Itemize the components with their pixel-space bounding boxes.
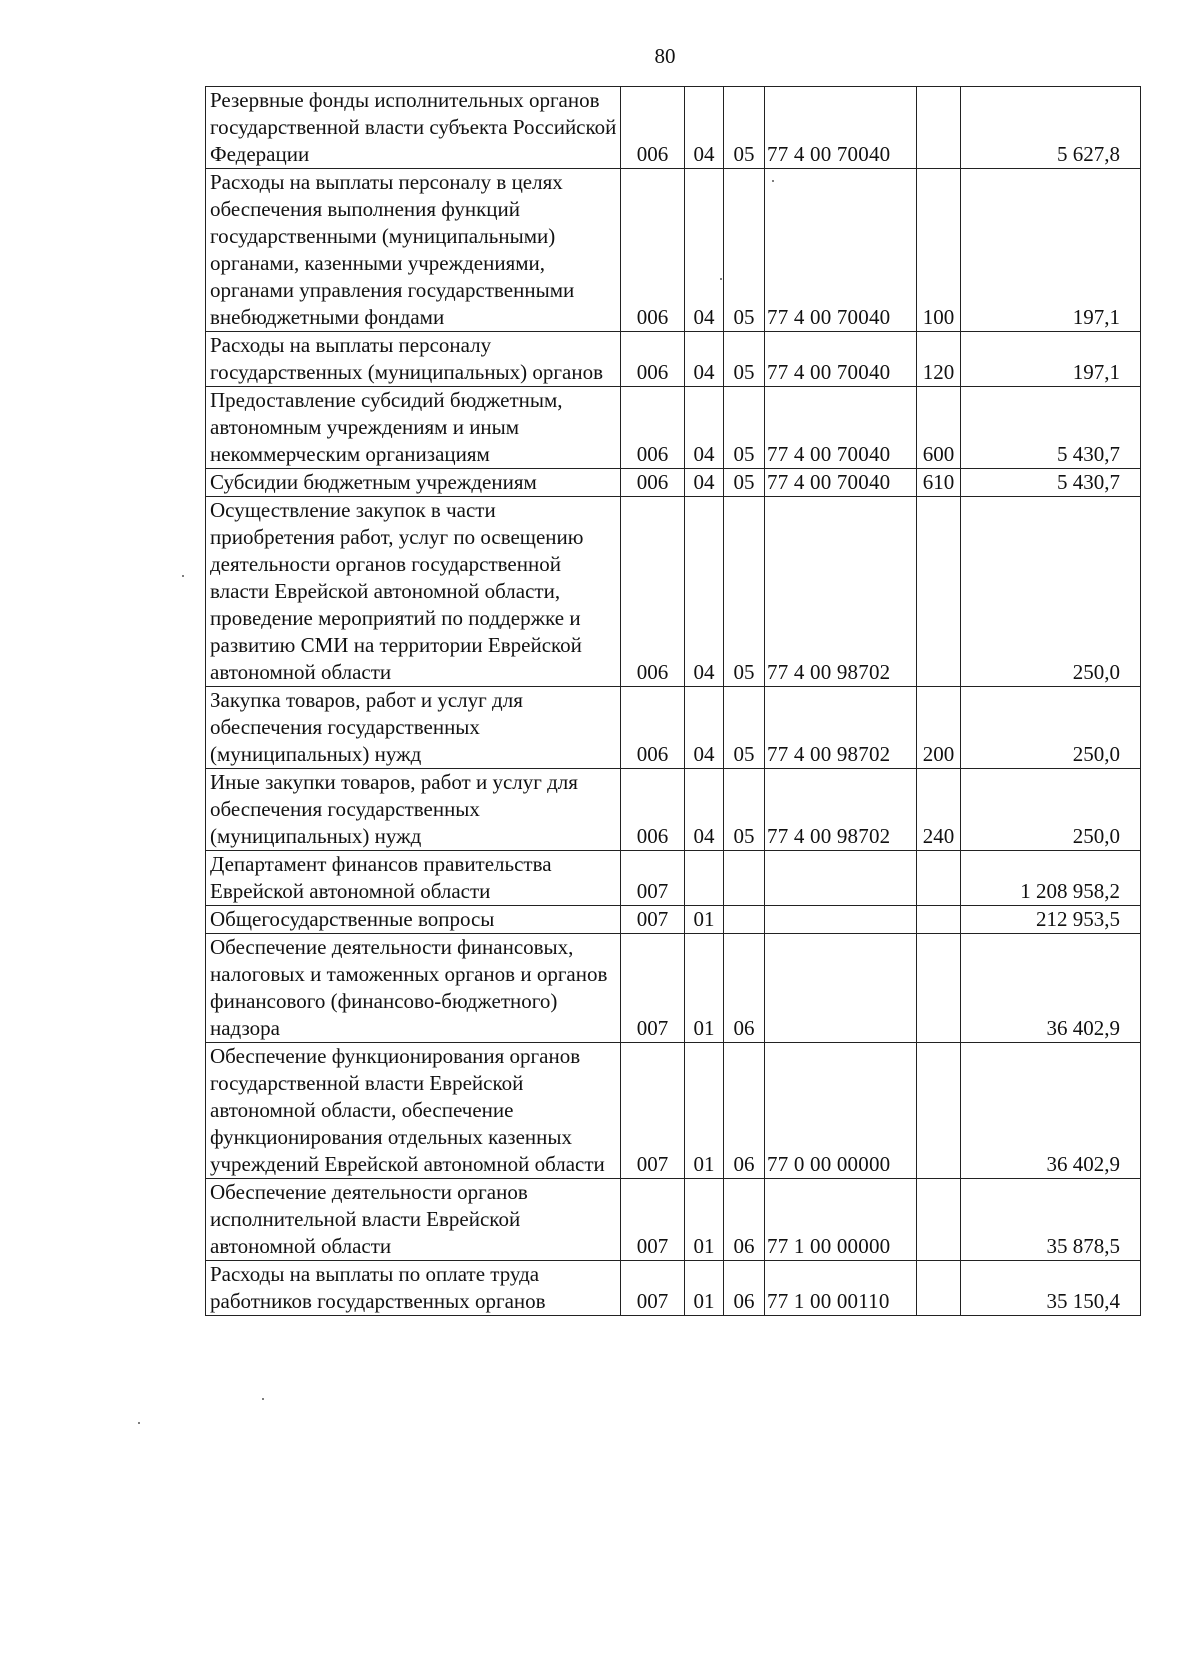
table-row (206, 332, 1141, 387)
cell-sum: 250,0 (961, 497, 1141, 687)
cell-pr: 05 (724, 87, 765, 169)
cell-name: Департамент финансов правительства Еврейской автономной области (206, 851, 621, 906)
cell-name: Предоставление субсидий бюджетным, автономным учреждениям и иным некоммерческим организациям (206, 387, 621, 469)
cell-name: Общегосударственные вопросы (206, 906, 621, 934)
cell-pr: 05 (724, 497, 765, 687)
cell-name: Субсидии бюджетным учреждениям (206, 469, 621, 497)
cell-rz: 01 (685, 906, 724, 934)
table-row (206, 169, 1141, 332)
cell-vr (917, 87, 961, 169)
cell-csr: 77 1 00 00000 (765, 1179, 917, 1261)
cell-rz: 04 (685, 497, 724, 687)
cell-rz: 01 (685, 1179, 724, 1261)
cell-csr: 77 4 00 70040 (765, 87, 917, 169)
scan-speck (262, 1398, 264, 1400)
cell-sum: 5 627,8 (961, 87, 1141, 169)
cell-vr (917, 934, 961, 1043)
scan-speck (720, 278, 722, 280)
cell-vr (917, 851, 961, 906)
cell-csr: 77 1 00 00110 (765, 1261, 917, 1316)
table-row (206, 934, 1141, 1043)
cell-name: Осуществление закупок в части приобретения работ, услуг по освещению деятельности органов государственной власти Еврейской автономной области, проведение мероприятий по поддержке и развитию СМИ на территории Еврейской автономной области (206, 497, 621, 687)
cell-name: Расходы на выплаты персоналу государственных (муниципальных) органов (206, 332, 621, 387)
cell-rz: 04 (685, 687, 724, 769)
cell-ved: 006 (621, 769, 685, 851)
cell-ved: 006 (621, 497, 685, 687)
cell-name: Иные закупки товаров, работ и услуг для обеспечения государственных (муниципальных) нужд (206, 769, 621, 851)
cell-sum: 5 430,7 (961, 469, 1141, 497)
cell-pr (724, 906, 765, 934)
cell-name: Расходы на выплаты по оплате труда работников государственных органов (206, 1261, 621, 1316)
cell-csr: 77 4 00 70040 (765, 469, 917, 497)
cell-vr: 100 (917, 169, 961, 332)
cell-vr (917, 1043, 961, 1179)
cell-rz: 04 (685, 387, 724, 469)
table-row (206, 1179, 1141, 1261)
cell-ved: 007 (621, 1261, 685, 1316)
table-row (206, 851, 1141, 906)
cell-ved: 006 (621, 387, 685, 469)
cell-pr: 05 (724, 769, 765, 851)
scan-speck (182, 575, 184, 577)
scan-speck (772, 180, 774, 182)
cell-csr (765, 851, 917, 906)
cell-pr: 05 (724, 687, 765, 769)
table-row (206, 687, 1141, 769)
cell-sum: 1 208 958,2 (961, 851, 1141, 906)
cell-rz: 04 (685, 469, 724, 497)
table-body (206, 87, 1141, 1316)
cell-vr: 610 (917, 469, 961, 497)
cell-pr: 06 (724, 1043, 765, 1179)
budget-table (205, 86, 1141, 1316)
cell-vr: 200 (917, 687, 961, 769)
cell-rz: 04 (685, 87, 724, 169)
cell-vr (917, 1179, 961, 1261)
table-row (206, 1261, 1141, 1316)
cell-vr: 120 (917, 332, 961, 387)
cell-sum: 36 402,9 (961, 934, 1141, 1043)
cell-rz: 04 (685, 332, 724, 387)
cell-sum: 212 953,5 (961, 906, 1141, 934)
cell-csr (765, 934, 917, 1043)
cell-pr: 05 (724, 169, 765, 332)
cell-ved: 007 (621, 934, 685, 1043)
cell-csr: 77 4 00 70040 (765, 387, 917, 469)
table-row (206, 906, 1141, 934)
cell-sum: 197,1 (961, 332, 1141, 387)
cell-csr: 77 0 00 00000 (765, 1043, 917, 1179)
cell-vr (917, 906, 961, 934)
cell-ved: 007 (621, 851, 685, 906)
cell-pr: 06 (724, 1261, 765, 1316)
cell-sum: 35 878,5 (961, 1179, 1141, 1261)
cell-sum: 36 402,9 (961, 1043, 1141, 1179)
cell-ved: 007 (621, 906, 685, 934)
cell-sum: 5 430,7 (961, 387, 1141, 469)
cell-pr: 06 (724, 934, 765, 1043)
cell-ved: 006 (621, 332, 685, 387)
cell-csr: 77 4 00 70040 (765, 332, 917, 387)
cell-csr (765, 906, 917, 934)
cell-csr: 77 4 00 98702 (765, 497, 917, 687)
cell-vr: 600 (917, 387, 961, 469)
cell-ved: 006 (621, 469, 685, 497)
table-row (206, 497, 1141, 687)
cell-pr: 05 (724, 387, 765, 469)
scan-speck (138, 1422, 140, 1424)
table-row (206, 469, 1141, 497)
cell-rz: 04 (685, 769, 724, 851)
cell-name: Обеспечение деятельности органов исполнительной власти Еврейской автономной области (206, 1179, 621, 1261)
table-row (206, 87, 1141, 169)
cell-rz: 01 (685, 1261, 724, 1316)
cell-ved: 006 (621, 87, 685, 169)
cell-sum: 250,0 (961, 687, 1141, 769)
cell-vr: 240 (917, 769, 961, 851)
cell-ved: 006 (621, 169, 685, 332)
cell-csr: 77 4 00 98702 (765, 687, 917, 769)
cell-rz: 04 (685, 169, 724, 332)
cell-name: Расходы на выплаты персоналу в целях обеспечения выполнения функций государственными (муниципальными) органами, казенными учреждениями, органами управления государственными внебюджетными фондами (206, 169, 621, 332)
table-row (206, 387, 1141, 469)
cell-csr: 77 4 00 70040 (765, 169, 917, 332)
table-row (206, 1043, 1141, 1179)
cell-name: Закупка товаров, работ и услуг для обеспечения государственных (муниципальных) нужд (206, 687, 621, 769)
cell-csr: 77 4 00 98702 (765, 769, 917, 851)
cell-vr (917, 497, 961, 687)
cell-name: Обеспечение деятельности финансовых, налоговых и таможенных органов и органов финансового (финансово-бюджетного) надзора (206, 934, 621, 1043)
cell-ved: 007 (621, 1179, 685, 1261)
cell-sum: 250,0 (961, 769, 1141, 851)
cell-pr: 06 (724, 1179, 765, 1261)
cell-name: Обеспечение функционирования органов государственной власти Еврейской автономной области, обеспечение функционирования отдельных казенных учреждений Еврейской автономной области (206, 1043, 621, 1179)
cell-vr (917, 1261, 961, 1316)
cell-rz: 01 (685, 934, 724, 1043)
cell-name: Резервные фонды исполнительных органов государственной власти субъекта Российской Федерации (206, 87, 621, 169)
cell-pr (724, 851, 765, 906)
cell-rz (685, 851, 724, 906)
cell-ved: 006 (621, 687, 685, 769)
cell-sum: 197,1 (961, 169, 1141, 332)
cell-ved: 007 (621, 1043, 685, 1179)
cell-pr: 05 (724, 332, 765, 387)
cell-pr: 05 (724, 469, 765, 497)
cell-sum: 35 150,4 (961, 1261, 1141, 1316)
cell-rz: 01 (685, 1043, 724, 1179)
table-row (206, 769, 1141, 851)
page-number: 80 (654, 44, 676, 68)
